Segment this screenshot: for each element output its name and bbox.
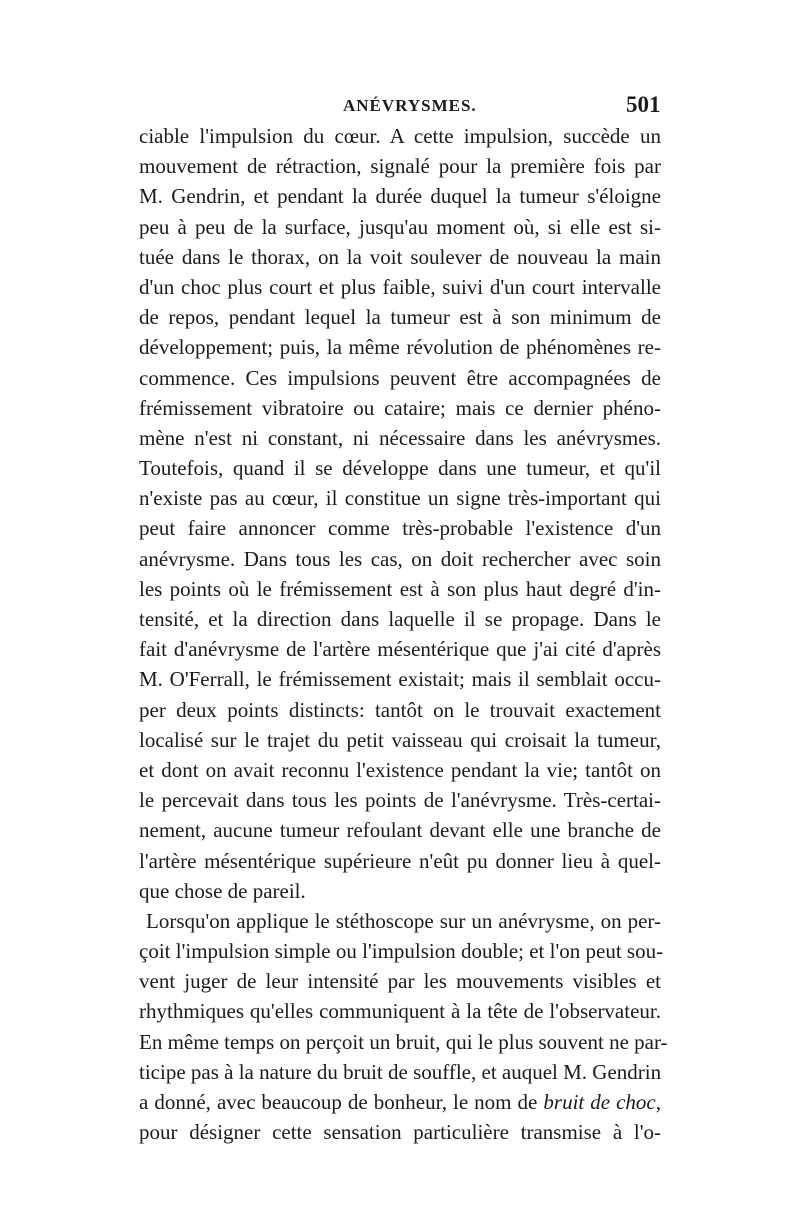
text-line: peu à peu de la surface, jusqu'au moment où, si elle est si- xyxy=(139,214,661,239)
text-line: ticipe pas à la nature du bruit de souffle, et auquel M. Gendrin xyxy=(139,1059,662,1084)
text-line: frémissement vibratoire ou cataire; mais ce dernier phéno- xyxy=(139,395,661,420)
text-line: développement; puis, la même révolution de phénomènes re- xyxy=(139,335,661,360)
text-line: tuée dans le thorax, on la voit soulever de nouveau la main xyxy=(139,244,661,269)
text-line: nement, aucune tumeur refoulant devant elle une branche de xyxy=(139,818,661,843)
text-line: Toutefois, quand il se développe dans une tumeur, et qu'il xyxy=(139,456,661,481)
text-line: localisé sur le trajet du petit vaisseau qui croisait la tumeur, xyxy=(139,727,661,752)
text-line: de repos, pendant lequel la tumeur est à son minimum de xyxy=(139,305,661,330)
paragraph xyxy=(139,906,668,1148)
text-line: mène n'est ni constant, ni nécessaire dans les anévrysmes. xyxy=(139,425,661,450)
text-run: a donné, avec beaucoup de bonheur, le nom de xyxy=(139,1090,544,1114)
text-line: Lorsqu'on applique le stéthoscope sur un anévrysme, on per- xyxy=(146,908,661,933)
text-line: tensité, et la direction dans laquelle il se propage. Dans le xyxy=(139,607,661,631)
text-line: d'un choc plus court et plus faible, suivi d'un court intervalle xyxy=(139,274,661,299)
text-line: mouvement de rétraction, signalé pour la première fois par xyxy=(139,154,661,179)
text-line: per deux points distincts: tantôt on le trouvait exactement xyxy=(139,697,661,722)
running-title: ANÉVRYSMES. xyxy=(343,96,477,115)
page-number: 501 xyxy=(626,92,661,117)
text-line: En même temps on perçoit un bruit, qui le plus souvent ne par- xyxy=(139,1029,668,1054)
text-line: et dont on avait reconnu l'existence pendant la vie; tantôt on xyxy=(139,757,661,782)
text-line: M. O'Ferrall, le frémissement existait; mais il semblait occu- xyxy=(139,667,661,692)
text-line: les points où le frémissement est à son plus haut degré d'in- xyxy=(139,576,661,601)
text-line: l'artère mésentérique supérieure n'eût pu donner lieu à quel- xyxy=(139,848,661,873)
text-line: peut faire annoncer comme très-probable l'existence d'un xyxy=(139,516,661,541)
body-text xyxy=(139,121,668,1147)
text-line: anévrysme. Dans tous les cas, on doit rechercher avec soin xyxy=(139,546,661,571)
text-line: fait d'anévrysme de l'artère mésentérique que j'ai cité d'après xyxy=(139,637,661,662)
text-line: rhythmiques qu'elles communiquent à la tête de l'observateur. xyxy=(139,999,661,1024)
text-line: ciable l'impulsion du cœur. A cette impulsion, succède un xyxy=(139,124,661,148)
text-line: vent juger de leur intensité par les mouvements visibles et xyxy=(139,969,661,994)
text-line: pour désigner cette sensation particulière transmise à l'o- xyxy=(139,1120,661,1145)
text-line: M. Gendrin, et pendant la durée duquel la tumeur s'éloigne xyxy=(139,184,661,209)
text-line: commence. Ces impulsions peuvent être accompagnées de xyxy=(139,365,661,390)
text-line: n'existe pas au cœur, il constitue un signe très-important qui xyxy=(139,486,661,511)
emphasized-term: bruit de choc, xyxy=(543,1090,661,1114)
text-line: que chose de pareil. xyxy=(139,878,306,903)
text-line: le percevait dans tous les points de l'anévrysme. Très-certai- xyxy=(139,788,661,813)
paragraph xyxy=(139,121,661,906)
text-line: çoit l'impulsion simple ou l'impulsion double; et l'on peut sou- xyxy=(139,939,664,964)
text-line-with-emphasis xyxy=(139,1087,661,1117)
